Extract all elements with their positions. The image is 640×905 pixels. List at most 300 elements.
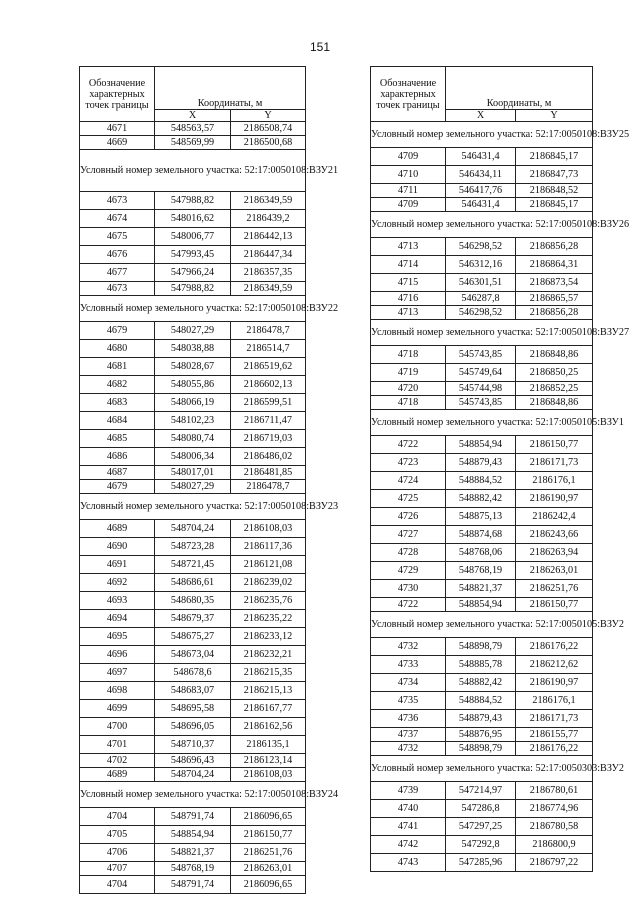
coord-x: 548768,19: [155, 862, 231, 876]
point-number: 4725: [371, 490, 446, 508]
point-number: 4732: [371, 638, 446, 656]
coord-y: 2186233,12: [231, 628, 306, 646]
point-number: 4673: [80, 282, 155, 296]
table-row: [80, 646, 306, 664]
coord-x: 548791,74: [155, 876, 231, 894]
coord-y: 2186171,73: [516, 454, 593, 472]
coord-x: 548885,78: [446, 656, 516, 674]
point-number: 4723: [371, 454, 446, 472]
page-number: 151: [309, 40, 331, 54]
table-row: [80, 700, 306, 718]
table-row: [80, 754, 306, 768]
table-row: [371, 184, 593, 198]
table-row: [80, 448, 306, 466]
point-number: 4724: [371, 472, 446, 490]
table-row: [80, 282, 306, 296]
coord-y: 2186176,1: [516, 692, 593, 710]
coord-x: 546287,8: [446, 292, 516, 306]
header-x: X: [446, 110, 516, 122]
coord-x: 546417,76: [446, 184, 516, 198]
table-row: [80, 358, 306, 376]
header-designation: Обозначение характерных точек границы: [371, 67, 446, 122]
table-row: [371, 638, 593, 656]
coord-x: 548686,61: [155, 574, 231, 592]
table-row: [371, 292, 593, 306]
coord-y: 2186150,77: [516, 598, 593, 612]
coord-x: 547286,8: [446, 800, 516, 818]
coord-x: 548876,95: [446, 728, 516, 742]
coord-x: 548028,67: [155, 358, 231, 376]
section-title: Условный номер земельного участка: 52:17:0050108:ВЗУ27: [371, 320, 593, 346]
coordinates-table-left: [79, 66, 339, 894]
table-row: [80, 466, 306, 480]
point-number: 4671: [80, 122, 155, 136]
table-row: [371, 728, 593, 742]
coord-x: 548854,94: [155, 826, 231, 844]
table-row: [80, 122, 306, 136]
coord-x: 548027,29: [155, 480, 231, 494]
coord-y: 2186481,85: [231, 466, 306, 480]
point-number: 4728: [371, 544, 446, 562]
coord-y: 2186349,59: [231, 282, 306, 296]
coord-x: 548884,52: [446, 472, 516, 490]
section-title: Условный номер земельного участка: 52:17:0050108:ВЗУ24: [80, 782, 306, 808]
table-row: [371, 598, 593, 612]
point-number: 4695: [80, 628, 155, 646]
table-row: [80, 556, 306, 574]
coord-y: 2186602,13: [231, 376, 306, 394]
coord-y: 2186864,31: [516, 256, 593, 274]
coord-x: 546431,4: [446, 148, 516, 166]
coord-x: 546298,52: [446, 306, 516, 320]
coord-x: 548066,19: [155, 394, 231, 412]
table-row: [80, 520, 306, 538]
header-x: X: [155, 110, 231, 122]
coord-x: 548768,06: [446, 544, 516, 562]
point-number: 4714: [371, 256, 446, 274]
coord-x: 548710,37: [155, 736, 231, 754]
coord-x: 547988,82: [155, 192, 231, 210]
coord-x: 548696,43: [155, 754, 231, 768]
point-number: 4729: [371, 562, 446, 580]
point-number: 4698: [80, 682, 155, 700]
table-row: [371, 256, 593, 274]
coord-y: 2186243,66: [516, 526, 593, 544]
section-title: Условный номер земельного участка: 52:17:0050105:ВЗУ2: [371, 612, 593, 638]
table-row: [371, 508, 593, 526]
coord-y: 2186845,17: [516, 198, 593, 212]
coord-x: 545744,98: [446, 382, 516, 396]
coord-y: 2186856,28: [516, 306, 593, 320]
coord-x: 546301,51: [446, 274, 516, 292]
point-number: 4676: [80, 246, 155, 264]
point-number: 4675: [80, 228, 155, 246]
table-row: [371, 472, 593, 490]
coord-x: 548016,62: [155, 210, 231, 228]
point-number: 4706: [80, 844, 155, 862]
coord-x: 548675,27: [155, 628, 231, 646]
point-number: 4704: [80, 808, 155, 826]
point-number: 4707: [80, 862, 155, 876]
point-number: 4682: [80, 376, 155, 394]
coord-y: 2186711,47: [231, 412, 306, 430]
section-row: [371, 612, 593, 638]
coord-y: 2186349,59: [231, 192, 306, 210]
coord-y: 2186848,52: [516, 184, 593, 198]
header-designation: Обозначение характерных точек границы: [80, 67, 155, 122]
point-number: 4727: [371, 526, 446, 544]
table-row: [371, 382, 593, 396]
coord-y: 2186800,9: [516, 836, 593, 854]
table-row: [371, 274, 593, 292]
coord-x: 547966,24: [155, 264, 231, 282]
coord-y: 2186117,36: [231, 538, 306, 556]
section-row: [371, 212, 593, 238]
table-row: [80, 592, 306, 610]
coord-y: 2186478,7: [231, 480, 306, 494]
section-title: Условный номер земельного участка: 52:17:0050108:ВЗУ22: [80, 296, 306, 322]
coord-y: 2186263,01: [231, 862, 306, 876]
coord-y: 2186235,76: [231, 592, 306, 610]
coord-y: 2186121,08: [231, 556, 306, 574]
coord-y: 2186847,73: [516, 166, 593, 184]
coord-y: 2186263,94: [516, 544, 593, 562]
point-number: 4684: [80, 412, 155, 430]
coord-x: 548875,13: [446, 508, 516, 526]
point-number: 4743: [371, 854, 446, 872]
coord-y: 2186845,17: [516, 148, 593, 166]
coord-y: 2186873,54: [516, 274, 593, 292]
point-number: 4689: [80, 520, 155, 538]
point-number: 4722: [371, 436, 446, 454]
coord-y: 2186486,02: [231, 448, 306, 466]
section-row: [371, 122, 593, 148]
coord-x: 548569,99: [155, 136, 231, 150]
table-row: [371, 656, 593, 674]
coord-x: 546431,4: [446, 198, 516, 212]
coord-y: 2186135,1: [231, 736, 306, 754]
table-row: [80, 192, 306, 210]
point-number: 4669: [80, 136, 155, 150]
header-coordinates: Координаты, м: [155, 67, 306, 110]
coord-x: 548821,37: [446, 580, 516, 598]
table-row: [80, 430, 306, 448]
coord-y: 2186162,56: [231, 718, 306, 736]
table-row: [371, 544, 593, 562]
coord-y: 2186519,62: [231, 358, 306, 376]
point-number: 4700: [80, 718, 155, 736]
section-title: Условный номер земельного участка: 52:17:0050108:ВЗУ26: [371, 212, 593, 238]
table-row: [371, 674, 593, 692]
coord-y: 2186780,58: [516, 818, 593, 836]
point-number: 4733: [371, 656, 446, 674]
coord-x: 545749,64: [446, 364, 516, 382]
point-number: 4683: [80, 394, 155, 412]
coord-x: 548055,86: [155, 376, 231, 394]
coord-x: 548791,74: [155, 808, 231, 826]
point-number: 4696: [80, 646, 155, 664]
section-title: Условный номер земельного участка: 52:17:0050108:ВЗУ21: [80, 150, 306, 192]
table-row: [371, 742, 593, 756]
coord-y: 2186167,77: [231, 700, 306, 718]
table-row: [371, 148, 593, 166]
point-number: 4716: [371, 292, 446, 306]
point-number: 4674: [80, 210, 155, 228]
coord-x: 547214,97: [446, 782, 516, 800]
table-row: [80, 574, 306, 592]
point-number: 4732: [371, 742, 446, 756]
table-row: [80, 210, 306, 228]
table-row: [371, 346, 593, 364]
coord-x: 548898,79: [446, 638, 516, 656]
coord-x: 548898,79: [446, 742, 516, 756]
point-number: 4705: [80, 826, 155, 844]
coord-y: 2186500,68: [231, 136, 306, 150]
coord-y: 2186439,2: [231, 210, 306, 228]
table-row: [371, 836, 593, 854]
point-number: 4689: [80, 768, 155, 782]
header-y: Y: [516, 110, 593, 122]
coord-y: 2186096,65: [231, 808, 306, 826]
coord-x: 548884,52: [446, 692, 516, 710]
coord-y: 2186242,4: [516, 508, 593, 526]
coord-x: 548723,28: [155, 538, 231, 556]
table-row: [80, 768, 306, 782]
coord-x: 548821,37: [155, 844, 231, 862]
table-row: [371, 580, 593, 598]
coord-x: 546434,11: [446, 166, 516, 184]
table-row: [80, 376, 306, 394]
coord-x: 548673,04: [155, 646, 231, 664]
point-number: 4686: [80, 448, 155, 466]
coord-y: 2186719,03: [231, 430, 306, 448]
point-number: 4734: [371, 674, 446, 692]
section-row: [371, 320, 593, 346]
coord-x: 548680,35: [155, 592, 231, 610]
coord-y: 2186852,25: [516, 382, 593, 396]
table-row: [80, 264, 306, 282]
coord-x: 548017,01: [155, 466, 231, 480]
coord-y: 2186176,22: [516, 742, 593, 756]
point-number: 4709: [371, 148, 446, 166]
coord-y: 2186150,77: [231, 826, 306, 844]
coord-y: 2186780,61: [516, 782, 593, 800]
coord-y: 2186251,76: [231, 844, 306, 862]
table-row: [80, 136, 306, 150]
table-row: [371, 436, 593, 454]
table-row: [80, 480, 306, 494]
point-number: 4680: [80, 340, 155, 358]
coord-x: 546312,16: [446, 256, 516, 274]
point-number: 4694: [80, 610, 155, 628]
point-number: 4719: [371, 364, 446, 382]
table-row: [80, 610, 306, 628]
coord-y: 2186190,97: [516, 490, 593, 508]
coord-x: 548874,68: [446, 526, 516, 544]
point-number: 4737: [371, 728, 446, 742]
table-row: [371, 364, 593, 382]
table-row: [371, 198, 593, 212]
coord-x: 548563,57: [155, 122, 231, 136]
table-row: [80, 844, 306, 862]
coord-x: 545743,85: [446, 346, 516, 364]
point-number: 4699: [80, 700, 155, 718]
coord-y: 2186251,76: [516, 580, 593, 598]
coord-y: 2186176,22: [516, 638, 593, 656]
coord-y: 2186797,22: [516, 854, 593, 872]
table-row: [371, 692, 593, 710]
point-number: 4701: [80, 736, 155, 754]
section-title: Условный номер земельного участка: 52:17:0050108:ВЗУ23: [80, 494, 306, 520]
coord-x: 548879,43: [446, 710, 516, 728]
coord-y: 2186848,86: [516, 396, 593, 410]
coord-x: 548038,88: [155, 340, 231, 358]
coord-y: 2186108,03: [231, 768, 306, 782]
coord-x: 548768,19: [446, 562, 516, 580]
coord-x: 548080,74: [155, 430, 231, 448]
table-row: [80, 876, 306, 894]
point-number: 4726: [371, 508, 446, 526]
point-number: 4710: [371, 166, 446, 184]
coord-x: 547988,82: [155, 282, 231, 296]
coord-x: 548882,42: [446, 674, 516, 692]
point-number: 4711: [371, 184, 446, 198]
table-row: [80, 682, 306, 700]
point-number: 4720: [371, 382, 446, 396]
section-row: [80, 494, 306, 520]
section-row: [371, 410, 593, 436]
point-number: 4741: [371, 818, 446, 836]
table-row: [80, 538, 306, 556]
coord-x: 547297,25: [446, 818, 516, 836]
coord-y: 2186478,7: [231, 322, 306, 340]
section-row: [80, 782, 306, 808]
section-title: Условный номер земельного участка: 52:17:0050108:ВЗУ25: [371, 122, 593, 148]
table-row: [80, 394, 306, 412]
table-row: [371, 800, 593, 818]
coord-x: 548882,42: [446, 490, 516, 508]
table-row: [80, 412, 306, 430]
coordinates-table-right: [370, 66, 630, 872]
point-number: 4730: [371, 580, 446, 598]
coord-x: 547993,45: [155, 246, 231, 264]
coord-y: 2186848,86: [516, 346, 593, 364]
point-number: 4691: [80, 556, 155, 574]
coord-x: 548695,58: [155, 700, 231, 718]
point-number: 4718: [371, 396, 446, 410]
point-number: 4702: [80, 754, 155, 768]
point-number: 4704: [80, 876, 155, 894]
table-row: [80, 862, 306, 876]
coord-y: 2186357,35: [231, 264, 306, 282]
coord-x: 545743,85: [446, 396, 516, 410]
coord-y: 2186856,28: [516, 238, 593, 256]
coord-y: 2186442,13: [231, 228, 306, 246]
section-row: [371, 756, 593, 782]
table-row: [371, 396, 593, 410]
coord-y: 2186235,22: [231, 610, 306, 628]
table-row: [80, 228, 306, 246]
coord-y: 2186774,96: [516, 800, 593, 818]
coord-x: 547292,8: [446, 836, 516, 854]
table-row: [80, 808, 306, 826]
header-coordinates: Координаты, м: [446, 67, 593, 110]
table-row: [80, 340, 306, 358]
coord-x: 548006,34: [155, 448, 231, 466]
table-row: [80, 826, 306, 844]
point-number: 4735: [371, 692, 446, 710]
coord-y: 2186447,34: [231, 246, 306, 264]
coord-x: 548006,77: [155, 228, 231, 246]
table-row: [371, 526, 593, 544]
coord-x: 548679,37: [155, 610, 231, 628]
coord-y: 2186096,65: [231, 876, 306, 894]
section-row: [80, 150, 306, 192]
coord-x: 548027,29: [155, 322, 231, 340]
coord-y: 2186176,1: [516, 472, 593, 490]
coord-x: 548721,45: [155, 556, 231, 574]
coord-x: 548102,23: [155, 412, 231, 430]
coord-x: 548704,24: [155, 520, 231, 538]
coord-y: 2186212,62: [516, 656, 593, 674]
coord-y: 2186232,21: [231, 646, 306, 664]
coord-y: 2186190,97: [516, 674, 593, 692]
table-row: [371, 238, 593, 256]
table-row: [371, 166, 593, 184]
coord-y: 2186263,01: [516, 562, 593, 580]
point-number: 4679: [80, 480, 155, 494]
table-row: [371, 454, 593, 472]
coord-y: 2186850,25: [516, 364, 593, 382]
point-number: 4742: [371, 836, 446, 854]
table-row: [371, 854, 593, 872]
point-number: 4685: [80, 430, 155, 448]
point-number: 4739: [371, 782, 446, 800]
table-row: [371, 782, 593, 800]
table-row: [371, 710, 593, 728]
coord-x: 548678,6: [155, 664, 231, 682]
coord-y: 2186150,77: [516, 436, 593, 454]
point-number: 4677: [80, 264, 155, 282]
table-row: [80, 736, 306, 754]
point-number: 4740: [371, 800, 446, 818]
point-number: 4697: [80, 664, 155, 682]
section-title: Условный номер земельного участка: 52:17:0050303:ВЗУ2: [371, 756, 593, 782]
coord-y: 2186123,14: [231, 754, 306, 768]
point-number: 4681: [80, 358, 155, 376]
coord-x: 548704,24: [155, 768, 231, 782]
point-number: 4679: [80, 322, 155, 340]
coord-x: 547285,96: [446, 854, 516, 872]
point-number: 4718: [371, 346, 446, 364]
coord-y: 2186514,7: [231, 340, 306, 358]
point-number: 4722: [371, 598, 446, 612]
coord-x: 548696,05: [155, 718, 231, 736]
coord-x: 548683,07: [155, 682, 231, 700]
header-y: Y: [231, 110, 306, 122]
coord-y: 2186155,77: [516, 728, 593, 742]
point-number: 4673: [80, 192, 155, 210]
coord-y: 2186171,73: [516, 710, 593, 728]
coord-x: 546298,52: [446, 238, 516, 256]
coord-x: 548854,94: [446, 436, 516, 454]
section-row: [80, 296, 306, 322]
point-number: 4709: [371, 198, 446, 212]
coord-y: 2186239,02: [231, 574, 306, 592]
table-row: [371, 818, 593, 836]
coord-y: 2186865,57: [516, 292, 593, 306]
coord-x: 548879,43: [446, 454, 516, 472]
